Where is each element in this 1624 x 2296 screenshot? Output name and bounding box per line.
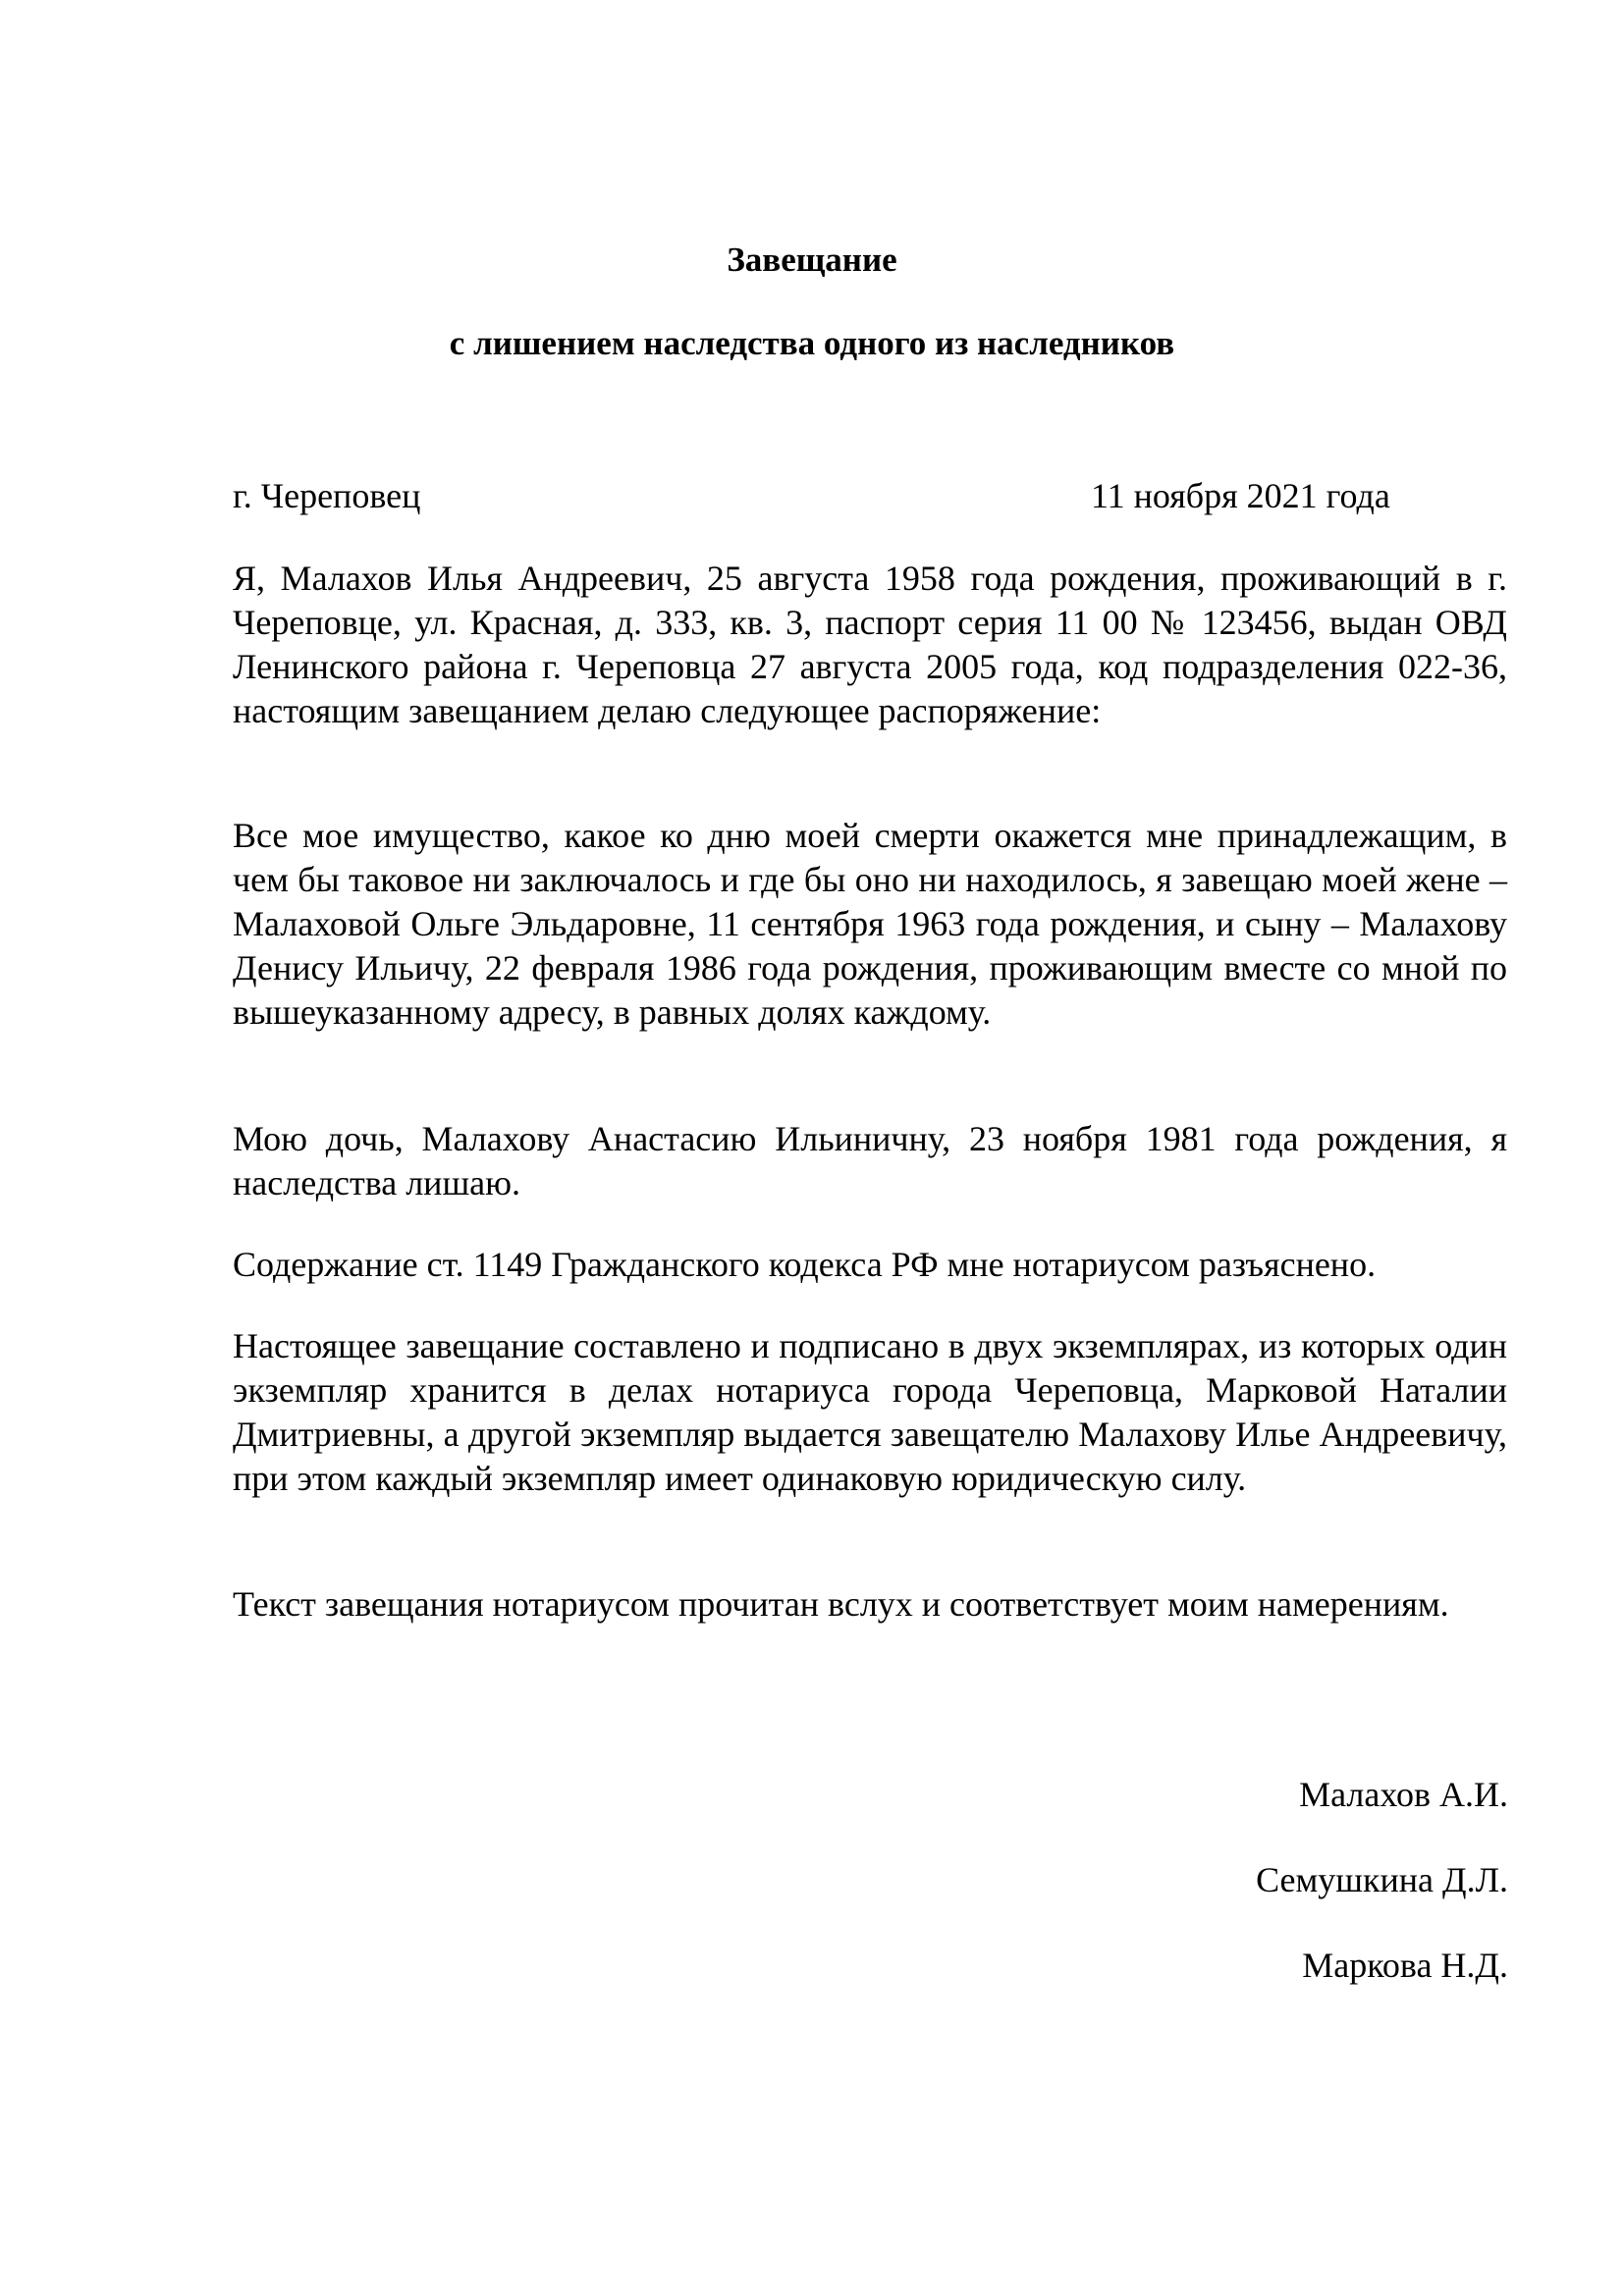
signature-witness: Семушкина Д.Л. bbox=[1256, 1860, 1508, 1899]
signature-testator: Малахов А.И. bbox=[1299, 1775, 1508, 1814]
paragraph-read-aloud: Текст завещания нотариусом прочитан вслух и соответствует моим намерениям. bbox=[233, 1584, 1449, 1624]
paragraph-property-bequest: Все мое имущество, какое ко дню моей смерти окажется мне принадлежащим, в чем бы таковое ни заключалось и где бы оно ни находилось, я завещаю моей жене – Малаховой Ольге Эльдаровне, 11 сентября 1963 года рождения, и сыну – Малахову Денису Ильичу, 22 февраля 1986 года рождения, проживающим вместе со мной по вышеуказанному адресу, в равных долях каждому. bbox=[233, 816, 1507, 1032]
document-title: Завещание bbox=[727, 240, 897, 279]
signature-notary: Маркова Н.Д. bbox=[1302, 1946, 1508, 1985]
paragraph-disinheritance: Мою дочь, Малахову Анастасию Ильиничну, 23 ноября 1981 года рождения, я наследства лишаю. bbox=[233, 1119, 1507, 1202]
paragraph-law-explained: Содержание ст. 1149 Гражданского кодекса РФ мне нотариусом разъяснено. bbox=[233, 1245, 1377, 1284]
date-of-signing: 11 ноября 2021 года bbox=[1091, 476, 1390, 515]
place-of-signing: г. Череповец bbox=[233, 476, 421, 515]
paragraph-copies: Настоящее завещание составлено и подписано в двух экземплярах, из которых один экземпляр хранится в делах нотариуса города Череповца, Марковой Наталии Дмитриевны, а другой экземпляр выдается завещателю Малахову Илье Андреевичу, при этом каждый экземпляр имеет одинаковую юридическую силу. bbox=[233, 1326, 1507, 1498]
paragraph-testator-identity: Я, Малахов Илья Андреевич, 25 августа 1958 года рождения, проживающий в г. Череповце, ул. Красная, д. 333, кв. 3, паспорт серия 11 00 № 123456, выдан ОВД Ленинского района г. Череповца 27 августа 2005 года, код подразделения 022-36, настоящим завещанием делаю следующее распоряжение: bbox=[233, 559, 1507, 730]
document-subtitle: с лишением наследства одного из наследников bbox=[449, 324, 1175, 362]
